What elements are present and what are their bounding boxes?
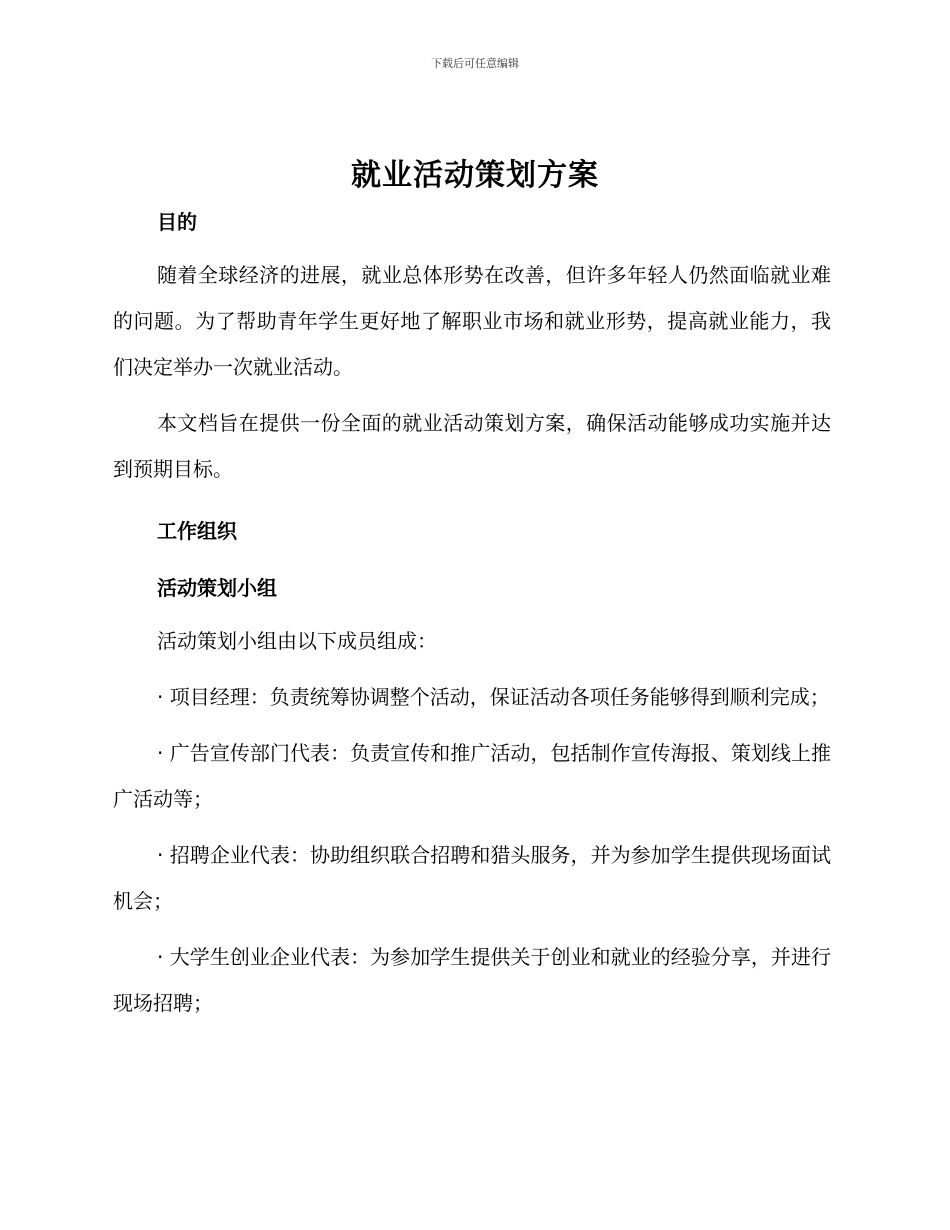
member-item-recruiting: · 招聘企业代表：协助组织联合招聘和猎头服务，并为参加学生提供现场面试机会； (113, 843, 831, 913)
member-item-startup: · 大学生创业企业代表：为参加学生提供关于创业和就业的经验分享，并进行现场招聘； (113, 945, 831, 1015)
organization-heading: 工作组织 (157, 519, 237, 543)
purpose-paragraph-1: 随着全球经济的进展，就业总体形势在改善，但许多年轻人仍然面临就业难的问题。为了帮助青年学生更好地了解职业市场和就业形势，提高就业能力，我们决定举办一次就业活动。 (113, 263, 831, 379)
document-title: 就业活动策划方案 (351, 158, 599, 193)
document-body (113, 204, 831, 1026)
purpose-heading: 目的 (157, 210, 197, 234)
team-intro: 活动策划小组由以下成员组成： (157, 629, 437, 653)
planning-team-heading: 活动策划小组 (157, 576, 277, 600)
member-item-project-manager: · 项目经理：负责统筹协调整个活动，保证活动各项任务能够得到顺利完成； (157, 685, 830, 709)
purpose-paragraph-2: 本文档旨在提供一份全面的就业活动策划方案，确保活动能够成功实施并达到预期目标。 (113, 411, 831, 481)
member-item-advertising: · 广告宣传部门代表：负责宣传和推广活动，包括制作宣传海报、策划线上推广活动等； (113, 741, 831, 811)
header-note: 下载后可任意编辑 (431, 57, 519, 70)
